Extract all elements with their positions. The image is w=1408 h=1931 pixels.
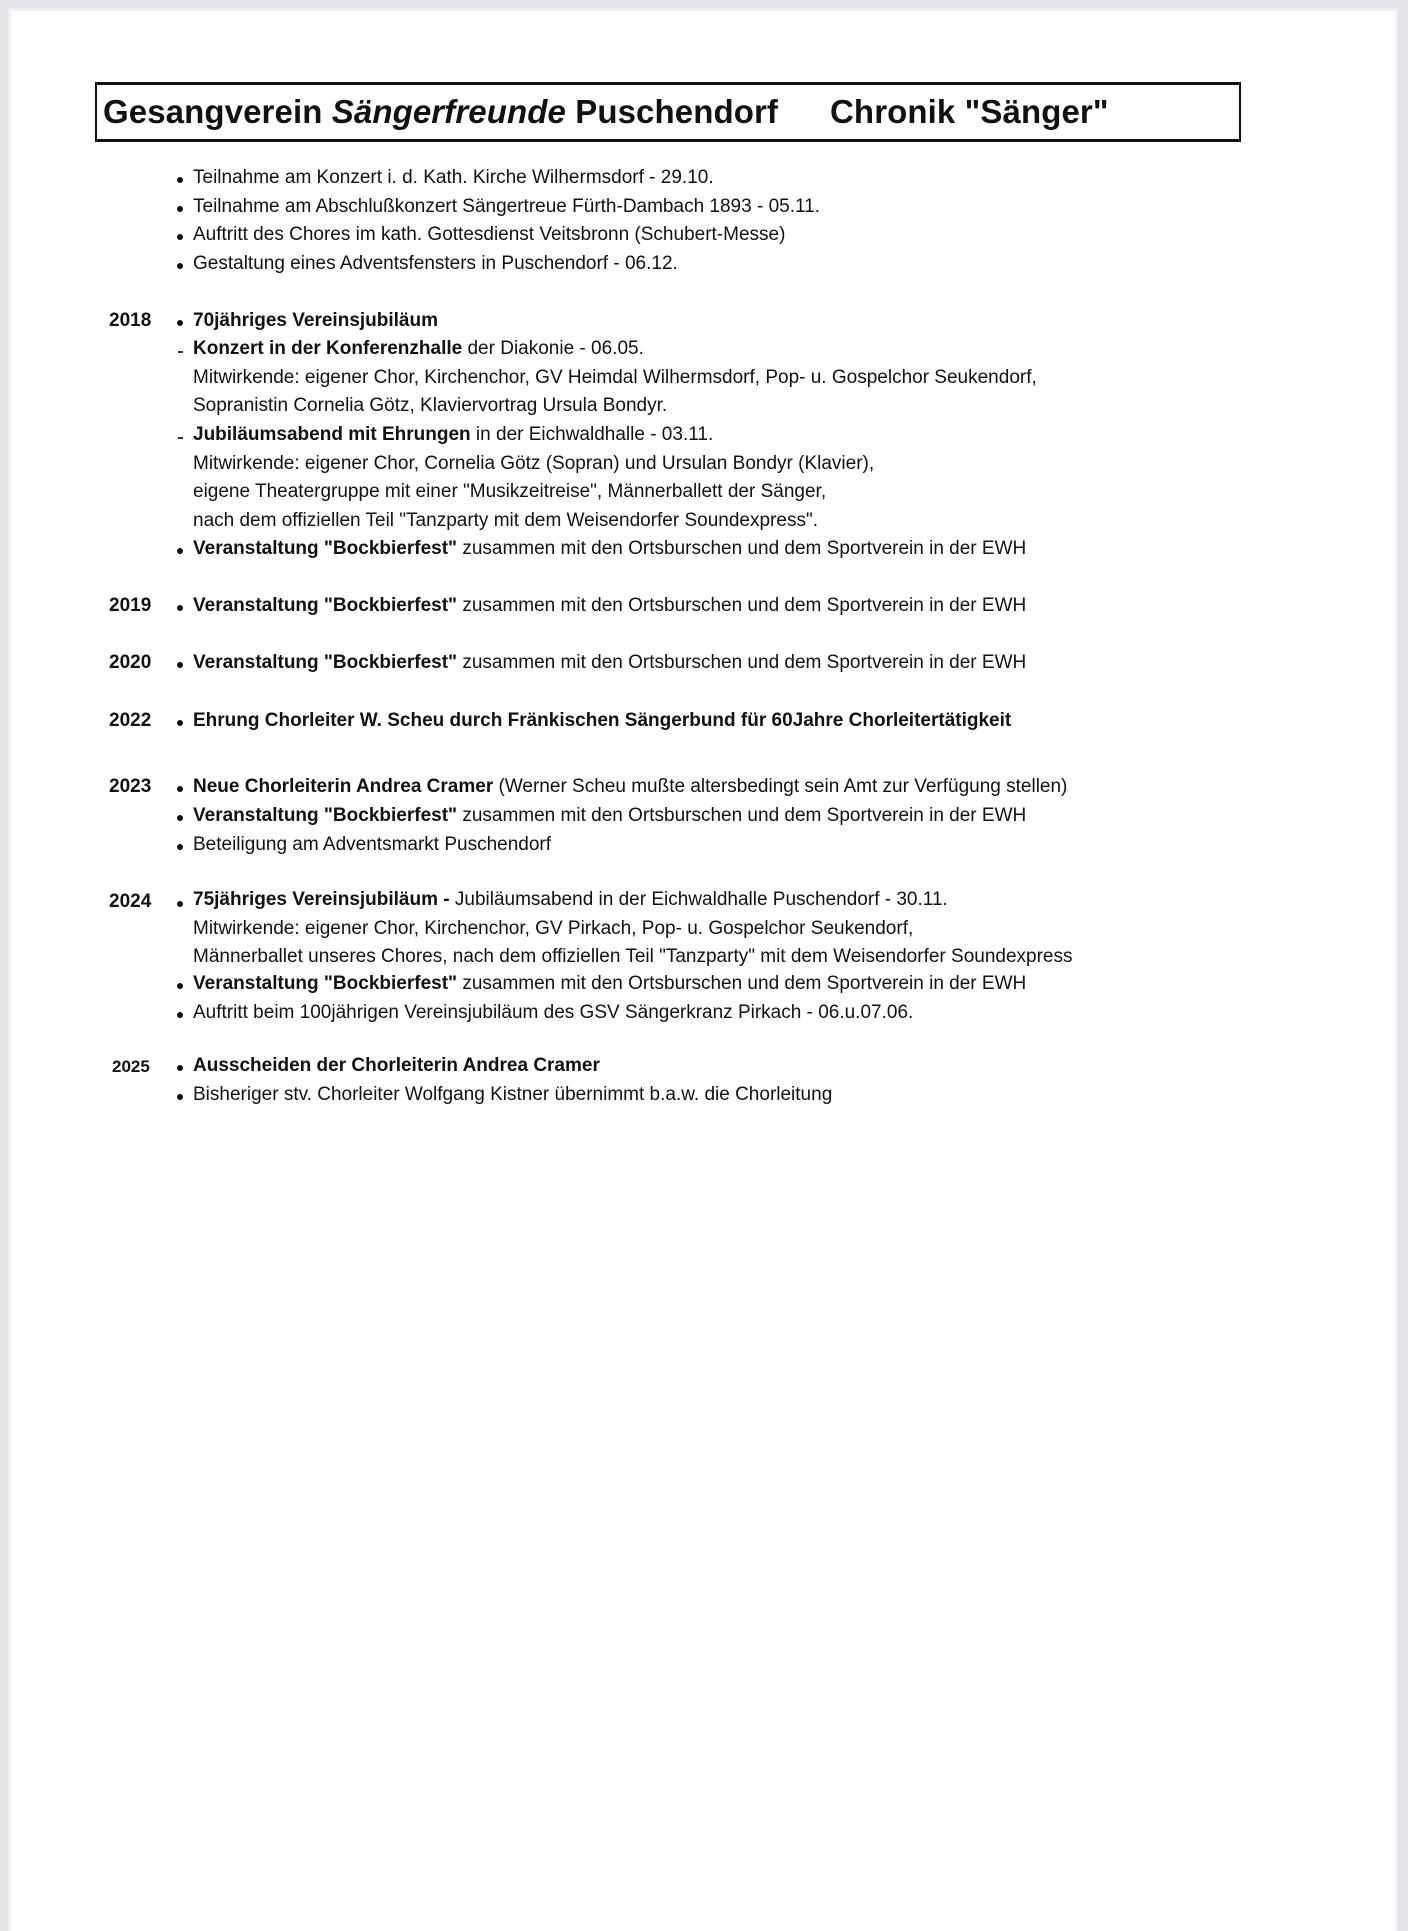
item-continuation: nach dem offiziellen Teil "Tanzparty mit dem Weisendorfer Soundexpress". <box>193 510 818 531</box>
item-continuation: Mitwirkende: eigener Chor, Kirchenchor, GV Heimdal Wilhermsdorf, Pop- u. Gospelchor Seukendorf, <box>193 367 1037 388</box>
item-bold: 75jähriges Vereinsjubiläum - <box>193 889 450 910</box>
item-text: der Diakonie - 06.05. <box>462 338 644 359</box>
list-item: Teilnahme am Abschlußkonzert Sängertreue Fürth-Dambach 1893 - 05.11. <box>193 196 820 217</box>
list-item <box>193 889 948 911</box>
year-label-2018: 2018 <box>109 310 152 331</box>
list-item <box>193 805 1026 827</box>
item-continuation: Mitwirkende: eigener Chor, Kirchenchor, GV Pirkach, Pop- u. Gospelchor Seukendorf, <box>193 918 914 939</box>
item-bold: Veranstaltung "Bockbierfest" <box>193 538 458 559</box>
list-item <box>193 973 1026 995</box>
year-label-2023: 2023 <box>109 776 152 797</box>
item-bold: Ausscheiden der Chorleiterin Andrea Cramer <box>193 1055 600 1076</box>
list-item <box>193 424 713 446</box>
item-text: zusammen mit den Ortsburschen und dem Sportverein in der EWH <box>457 805 1027 826</box>
item-bold: Veranstaltung "Bockbierfest" <box>193 652 458 673</box>
item-continuation: Sopranistin Cornelia Götz, Klaviervortrag Ursula Bondyr. <box>193 395 668 416</box>
list-item: Auftritt des Chores im kath. Gottesdienst Veitsbronn (Schubert-Messe) <box>193 224 786 245</box>
list-item <box>193 595 1026 617</box>
title-box <box>95 82 1241 142</box>
item-heading: 70jähriges Vereinsjubiläum <box>193 310 438 331</box>
list-item <box>193 776 1067 798</box>
year-label-2020: 2020 <box>109 652 152 673</box>
item-bold: Veranstaltung "Bockbierfest" <box>193 973 458 994</box>
item-text: zusammen mit den Ortsburschen und dem Sportverein in der EWH <box>457 595 1027 616</box>
item-text: zusammen mit den Ortsburschen und dem Sportverein in der EWH <box>457 538 1027 559</box>
title-chronicle: Chronik "Sänger" <box>830 93 1109 130</box>
year-label-2025: 2025 <box>112 1057 150 1076</box>
list-item <box>193 652 1026 674</box>
list-item <box>193 338 644 360</box>
item-text: in der Eichwaldhalle - 03.11. <box>470 424 714 445</box>
item-bold: Ehrung Chorleiter W. Scheu durch Fränkischen Sängerbund für 60Jahre Chorleitertätigkeit <box>193 710 1012 731</box>
item-bold: Veranstaltung "Bockbierfest" <box>193 805 458 826</box>
list-item: Gestaltung eines Adventsfensters in Puschendorf - 06.12. <box>193 253 678 274</box>
item-text: zusammen mit den Ortsburschen und dem Sportverein in der EWH <box>457 652 1027 673</box>
document-title <box>97 93 1109 131</box>
item-bold: Neue Chorleiterin Andrea Cramer <box>193 776 494 797</box>
list-item <box>193 710 1011 732</box>
document-page <box>11 11 1395 1931</box>
item-bold: Konzert in der Konferenzhalle <box>193 338 463 359</box>
list-item: Bisheriger stv. Chorleiter Wolfgang Kistner übernimmt b.a.w. die Chorleitung <box>193 1084 833 1105</box>
item-bold: Jubiläumsabend mit Ehrungen <box>193 424 471 445</box>
year-label-2022: 2022 <box>109 710 152 731</box>
list-item: Teilnahme am Konzert i. d. Kath. Kirche Wilhermsdorf - 29.10. <box>193 167 714 188</box>
title-club-name-italic: Sängerfreunde <box>331 93 566 130</box>
year-label-2024: 2024 <box>109 891 152 912</box>
list-item <box>193 310 438 332</box>
year-label-2019: 2019 <box>109 595 152 616</box>
item-text: (Werner Scheu mußte altersbedingt sein Amt zur Verfügung stellen) <box>493 776 1068 797</box>
list-item <box>193 1055 600 1077</box>
title-club-location: Puschendorf <box>565 93 778 130</box>
item-text: Jubiläumsabend in der Eichwaldhalle Puschendorf - 30.11. <box>449 889 948 910</box>
item-text: zusammen mit den Ortsburschen und dem Sportverein in der EWH <box>457 973 1027 994</box>
item-continuation: Männerballet unseres Chores, nach dem offiziellen Teil "Tanzparty" mit dem Weisendorfer Soundexpress <box>193 946 1073 967</box>
list-item: Auftritt beim 100jährigen Vereinsjubiläum des GSV Sängerkranz Pirkach - 06.u.07.06. <box>193 1002 914 1023</box>
item-continuation: Mitwirkende: eigener Chor, Cornelia Götz (Sopran) und Ursulan Bondyr (Klavier), <box>193 453 875 474</box>
item-bold: Veranstaltung "Bockbierfest" <box>193 595 458 616</box>
item-continuation: eigene Theatergruppe mit einer "Musikzeitreise", Männerballett der Sänger, <box>193 481 827 502</box>
title-club-prefix: Gesangverein <box>103 93 332 130</box>
list-item: Beteiligung am Adventsmarkt Puschendorf <box>193 834 552 855</box>
list-item <box>193 538 1026 560</box>
